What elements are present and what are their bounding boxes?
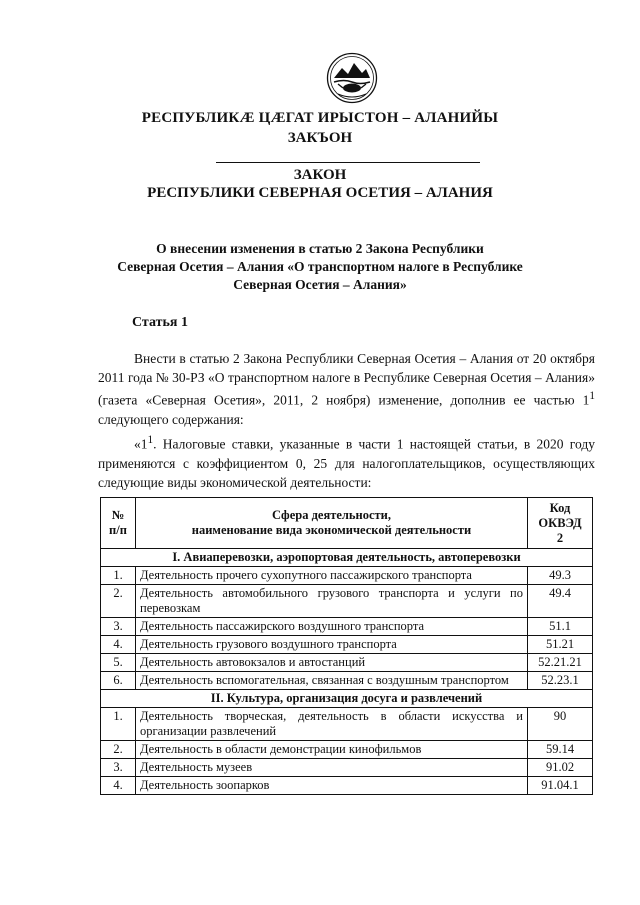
table-row bbox=[101, 585, 593, 618]
section-title: II. Культура, организация досуга и развлечений bbox=[101, 690, 593, 708]
row-code: 59.14 bbox=[528, 741, 593, 759]
row-activity: Деятельность прочего сухопутного пассажирского транспорта bbox=[136, 567, 528, 585]
row-number: 6. bbox=[101, 672, 136, 690]
table-row bbox=[101, 777, 593, 795]
table-row bbox=[101, 741, 593, 759]
paragraph-text: . Налоговые ставки, указанные в части 1 настоящей статьи, в 2020 году применяются с коэффициентом 0, 25 для налогоплательщиков, осуществляющих следующие виды экономической деятельности: bbox=[98, 436, 595, 490]
row-activity: Деятельность музеев bbox=[136, 759, 528, 777]
row-code: 51.1 bbox=[528, 618, 593, 636]
tax-rate-paragraph bbox=[98, 431, 595, 492]
section-row bbox=[101, 549, 593, 567]
table-header-row bbox=[101, 498, 593, 549]
row-activity: Деятельность вспомогательная, связанная с воздушным транспортом bbox=[136, 672, 528, 690]
paragraph-text: «1 bbox=[134, 436, 148, 452]
header-text: Сфера деятельности, bbox=[272, 508, 391, 522]
row-number: 5. bbox=[101, 654, 136, 672]
amendment-paragraph bbox=[98, 349, 595, 429]
table-row bbox=[101, 567, 593, 585]
row-activity: Деятельность зоопарков bbox=[136, 777, 528, 795]
row-code: 52.21.21 bbox=[528, 654, 593, 672]
row-activity: Деятельность творческая, деятельность в области искусства и организации развлечений bbox=[136, 708, 528, 741]
section-title: I. Авиаперевозки, аэропортовая деятельность, автоперевозки bbox=[101, 549, 593, 567]
table-row bbox=[101, 672, 593, 690]
law-title-line: О внесении изменения в статью 2 Закона Республики bbox=[156, 241, 484, 256]
law-title-line: Северная Осетия – Алания «О транспортном налоге в Республике bbox=[117, 259, 523, 274]
superscript: 1 bbox=[589, 390, 595, 402]
row-number: 3. bbox=[101, 759, 136, 777]
activities-table bbox=[100, 497, 593, 795]
table-row bbox=[101, 708, 593, 741]
row-code: 49.4 bbox=[528, 585, 593, 618]
row-number: 4. bbox=[101, 636, 136, 654]
row-number: 2. bbox=[101, 585, 136, 618]
header-code bbox=[528, 498, 593, 549]
table-row bbox=[101, 759, 593, 777]
row-activity: Деятельность автомобильного грузового транспорта и услуги по перевозкам bbox=[136, 585, 528, 618]
article-heading: Статья 1 bbox=[132, 315, 188, 330]
row-number: 3. bbox=[101, 618, 136, 636]
russian-republic-title: РЕСПУБЛИКИ СЕВЕРНАЯ ОСЕТИЯ – АЛАНИЯ bbox=[147, 185, 493, 201]
ossetian-law-title: ЗАКЪОН bbox=[287, 130, 353, 146]
ossetian-republic-title: РЕСПУБЛИКӔ ЦӔГАТ ИРЫСТОН – АЛАНИЙЫ bbox=[141, 110, 499, 126]
header-activity bbox=[136, 498, 528, 549]
row-number: 1. bbox=[101, 567, 136, 585]
table-row bbox=[101, 618, 593, 636]
row-number: 2. bbox=[101, 741, 136, 759]
superscript: 1 bbox=[147, 434, 154, 446]
row-code: 51.21 bbox=[528, 636, 593, 654]
row-code: 90 bbox=[528, 708, 593, 741]
header-divider bbox=[216, 162, 480, 163]
header-number bbox=[101, 498, 136, 549]
header-text: ОКВЭД bbox=[538, 515, 582, 530]
row-code: 91.02 bbox=[528, 759, 593, 777]
row-activity: Деятельность пассажирского воздушного транспорта bbox=[136, 618, 528, 636]
row-number: 1. bbox=[101, 708, 136, 741]
header-text: 2 bbox=[556, 530, 564, 545]
header-text: п/п bbox=[109, 523, 127, 537]
row-code: 91.04.1 bbox=[528, 777, 593, 795]
coat-of-arms-emblem bbox=[326, 52, 378, 104]
table-row bbox=[101, 636, 593, 654]
row-code: 52.23.1 bbox=[528, 672, 593, 690]
row-activity: Деятельность в области демонстрации кинофильмов bbox=[136, 741, 528, 759]
table-row bbox=[101, 654, 593, 672]
header-text: наименование вида экономической деятельности bbox=[191, 523, 472, 537]
russian-law-title: ЗАКОН bbox=[293, 167, 347, 183]
row-activity: Деятельность грузового воздушного транспорта bbox=[136, 636, 528, 654]
row-number: 4. bbox=[101, 777, 136, 795]
header-text: Код bbox=[549, 500, 571, 515]
paragraph-text: Внести в статью 2 Закона Республики Северная Осетия – Алания от 20 октября 2011 года № 30-РЗ «О транспортном налоге в Республике Северная Осетия – Алания» (газета «Северная Осетия», 2011, 2 ноября) изменение, дополнив ее частью 1 bbox=[98, 351, 595, 408]
law-title bbox=[110, 240, 530, 294]
row-activity: Деятельность автовокзалов и автостанций bbox=[136, 654, 528, 672]
header-text: № bbox=[111, 508, 125, 522]
law-title-line: Северная Осетия – Алания» bbox=[233, 277, 407, 292]
row-code: 49.3 bbox=[528, 567, 593, 585]
paragraph-text: следующего содержания: bbox=[98, 411, 244, 427]
section-row bbox=[101, 690, 593, 708]
